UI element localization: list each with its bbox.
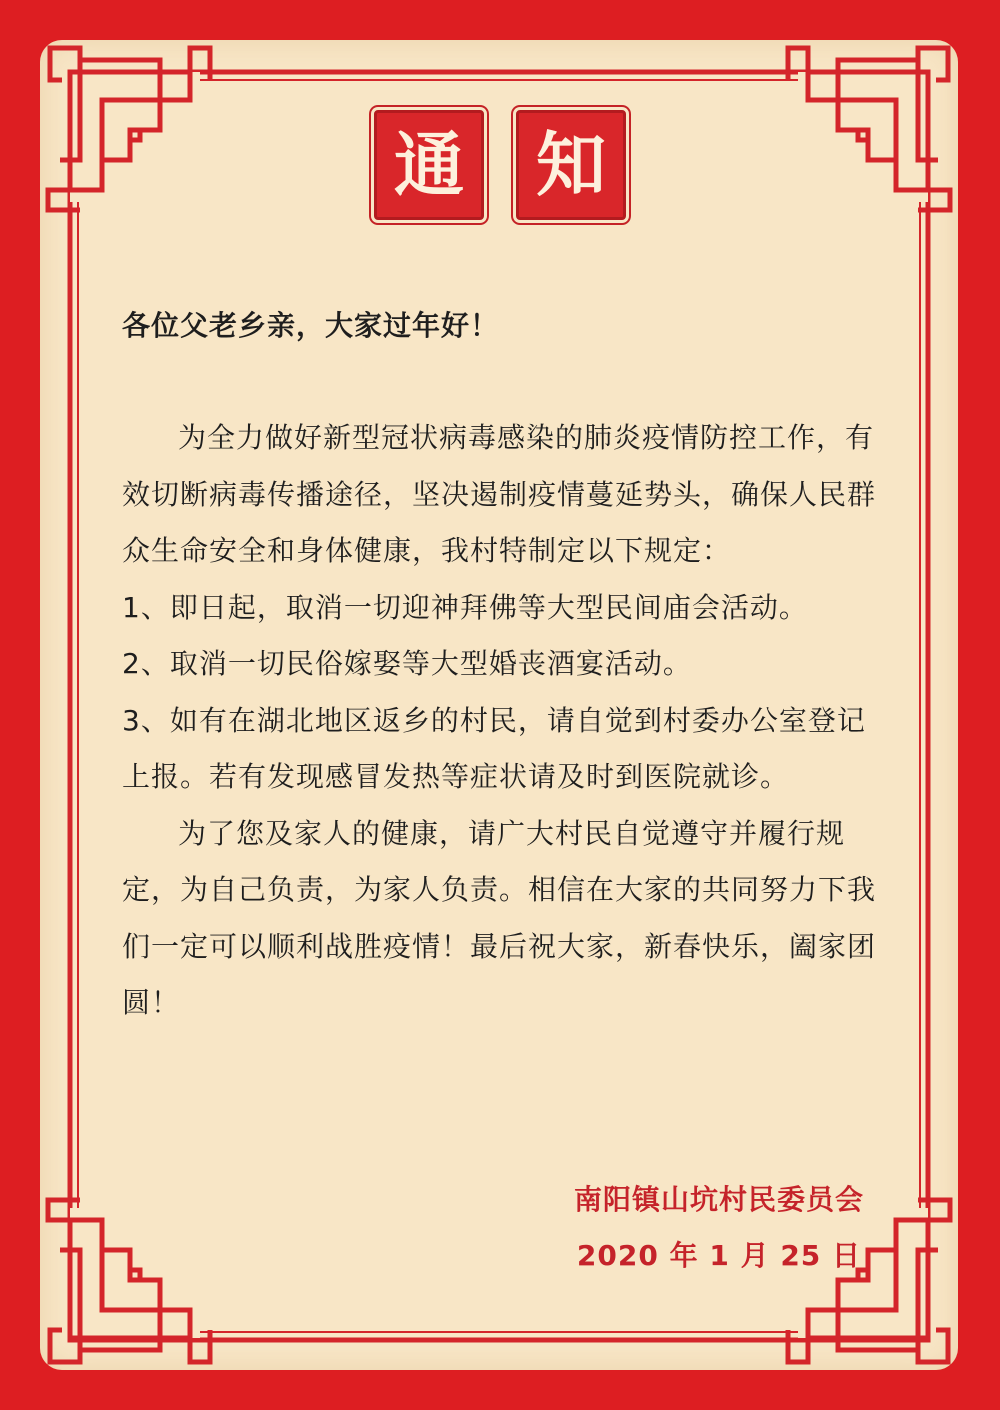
- notice-body: [122, 410, 892, 1032]
- closing-paragraph: 为了您及家人的健康，请广大村民自觉遵守并履行规定，为自己负责，为家人负责。相信在大家的共同努力下我们一定可以顺利战胜疫情！最后祝大家，新春快乐，阖家团圆！: [122, 816, 877, 1019]
- rule-item-1: 1、即日起，取消一切迎神拜佛等大型民间庙会活动。: [122, 590, 808, 624]
- notice-title: [0, 110, 1000, 220]
- title-seal-1: 通: [374, 110, 484, 220]
- signature-org: 南阳镇山坑村民委员会: [573, 1183, 864, 1216]
- signature-date: 2020 年 1 月 25 日: [576, 1239, 862, 1272]
- rule-item-3: 3、如有在湖北地区返乡的村民，请自觉到村委办公室登记上报。若有发现感冒发热等症状请及时到医院就诊。: [122, 703, 866, 793]
- rule-item-2: 2、取消一切民俗嫁娶等大型婚丧酒宴活动。: [122, 647, 692, 680]
- notice-content: [122, 298, 892, 1032]
- signature-block: [574, 1172, 864, 1284]
- intro-paragraph: 为全力做好新型冠状病毒感染的肺炎疫情防控工作，有效切断病毒传播途径，坚决遏制疫情蔓延势头，确保人民群众生命安全和身体健康，我村特制定以下规定：: [122, 421, 877, 567]
- title-seal-2: 知: [516, 110, 626, 220]
- greeting: 各位父老乡亲，大家过年好！: [122, 309, 500, 342]
